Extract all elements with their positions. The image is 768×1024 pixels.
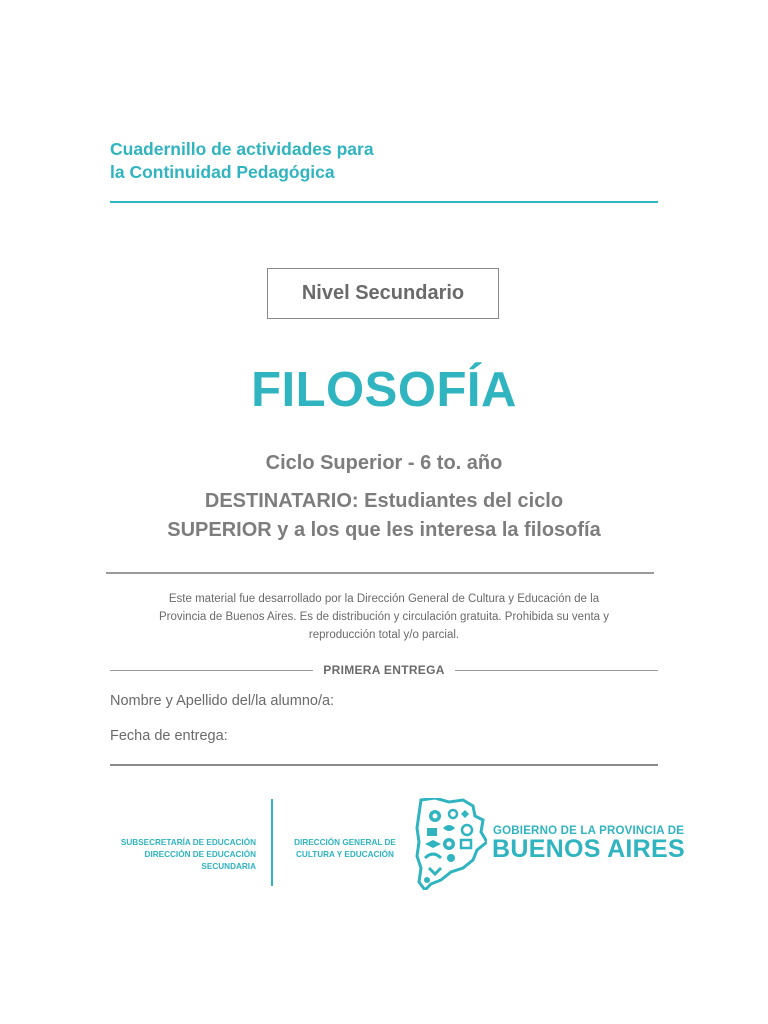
direccion-line-2: CULTURA Y EDUCACIÓN: [296, 850, 394, 859]
delivery-heading: [110, 661, 658, 679]
legal-line-1: Este material fue desarrollado por la Dirección General de Cultura y Educación de la: [168, 593, 600, 605]
delivery-label: PRIMERA ENTREGA: [323, 663, 445, 677]
province-name: BUENOS AIRES: [492, 835, 685, 863]
booklet-subtitle: [110, 138, 374, 184]
page-title: FILOSOFÍA: [251, 363, 517, 417]
direccion-general-label: [283, 837, 407, 861]
student-name-label: Nombre y Apellido del/la alumno/a:: [110, 693, 335, 709]
delivery-rule-right: [455, 670, 658, 671]
section-divider: [106, 572, 654, 574]
direccion-line-1: DIRECCIÓN GENERAL DE: [294, 838, 396, 847]
footer-vertical-divider: [271, 799, 273, 886]
government-label: GOBIERNO DE LA PROVINCIA DE: [493, 825, 685, 837]
level-badge: Nivel Secundario: [267, 268, 499, 319]
subtitle-line-1: Cuadernillo de actividades para: [110, 139, 374, 159]
legal-line-2: Provincia de Buenos Aires. Es de distribución y circulación gratuita. Prohibida su venta y: [158, 611, 610, 623]
delivery-date-label: Fecha de entrega:: [110, 728, 228, 744]
audience-line-2: SUPERIOR y a los que les interesa la filosofía: [167, 519, 601, 541]
form-bottom-divider: [110, 764, 658, 766]
audience-line-1: DESTINATARIO: Estudiantes del ciclo: [204, 490, 564, 512]
legal-notice: [110, 590, 658, 644]
subsecretaria-line-2: DIRECCIÓN DE EDUCACIÓN SECUNDARIA: [144, 850, 256, 871]
subsecretaria-line-1: SUBSECRETARÍA DE EDUCACIÓN: [120, 838, 256, 847]
header-divider: [110, 201, 658, 203]
cycle-label: Ciclo Superior - 6 to. año: [265, 452, 503, 474]
delivery-rule-left: [110, 670, 313, 671]
subsecretaria-label: [88, 837, 256, 873]
buenos-aires-province-map-icon: [415, 798, 487, 890]
subtitle-line-2: la Continuidad Pedagógica: [110, 162, 335, 182]
legal-line-3: reproducción total y/o parcial.: [308, 629, 460, 641]
audience-text: [84, 487, 684, 545]
